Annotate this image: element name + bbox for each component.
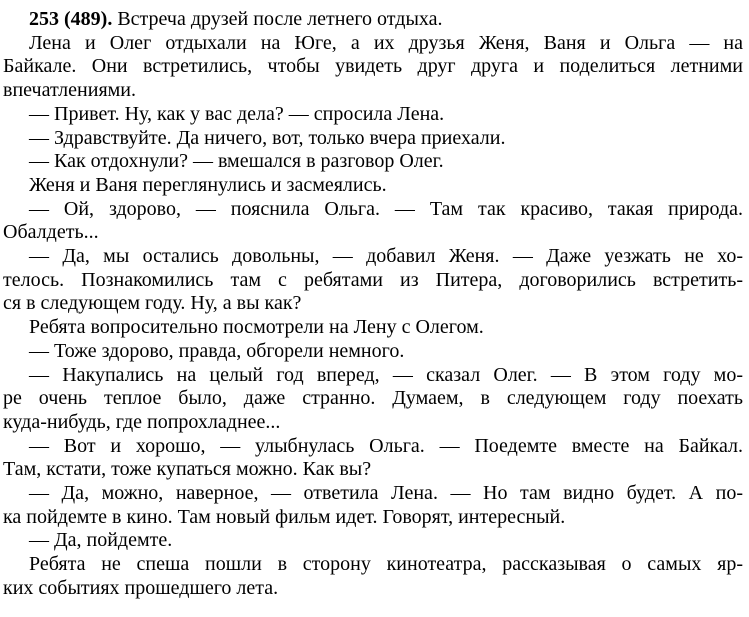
text-line: Лена и Олег отдыхали на Юге, а их друзья Женя, Ваня и Ольга — на [29,31,743,54]
text-line: Женя и Ваня переглянулись и засмеялись. [29,173,387,196]
paragraph [3,127,743,151]
text-line: впечатлениями. [3,79,137,102]
text-line: ких событиях прошедшего лета. [3,576,279,599]
text-line: Ребята вопросительно посмотрели на Лену с Олегом. [29,316,484,339]
paragraph [3,32,743,103]
text-line: — Накупались на целый год вперед, — сказал Олег. — В этом году мо- [29,363,743,386]
paragraph [3,482,743,529]
exercise-title-line [3,8,743,32]
text-line: Обалдеть... [3,221,99,244]
exercise-title: Встреча друзей после летнего отдыха. [117,8,443,30]
paragraph [3,340,743,364]
text-line: Там, кстати, тоже купаться можно. Как вы? [3,458,372,481]
paragraph [3,174,743,198]
text-line: — Да, пойдемте. [29,529,173,552]
text-line: — Тоже здорово, правда, обгорели немного. [29,339,405,362]
text-line: — Как отдохнули? — вмешался в разговор Олег. [29,150,444,173]
text-line: ка пойдемте в кино. Там новый фильм идет. Говорят, интересный. [3,505,566,528]
text-line: ся в следующем году. Ну, а вы как? [3,292,302,315]
text-line: телось. Познакомились там с ребятами из Питера, договорились встретить- [3,268,743,291]
paragraph [3,150,743,174]
text-line: Байкале. Они встретились, чтобы увидеть друг друга и поделиться летними [3,55,743,78]
text-line: — Да, мы остались довольны, — добавил Женя. — Даже уезжать не хо- [29,245,743,268]
paragraph [3,435,743,482]
text-line: — Вот и хорошо, — улыбнулась Ольга. — Поедемте вместе на Байкал. [29,434,743,457]
text-line: ре очень теплое было, даже странно. Думаем, в следующем году поехать [3,387,743,410]
text-line: Ребята не спеша пошли в сторону кинотеатра, рассказывая о самых яр- [29,553,743,576]
paragraph [3,364,743,435]
text-line: — Здравствуйте. Да ничего, вот, только вчера приехали. [29,126,506,149]
paragraph [3,245,743,316]
paragraph [3,529,743,553]
text-line: — Ой, здорово, — пояснила Ольга. — Там так красиво, такая природа. [29,197,743,220]
text-line: — Да, можно, наверное, — ответила Лена. — Но там видно будет. А по- [29,482,743,505]
text-line: куда-нибудь, где попрохладнее... [3,410,281,433]
exercise-number: 253 (489). [29,8,113,30]
paragraph [3,553,743,600]
paragraph [3,316,743,340]
paragraph [3,103,743,127]
text-line: — Привет. Ну, как у вас дела? — спросила Лена. [29,102,445,125]
paragraph [3,198,743,245]
